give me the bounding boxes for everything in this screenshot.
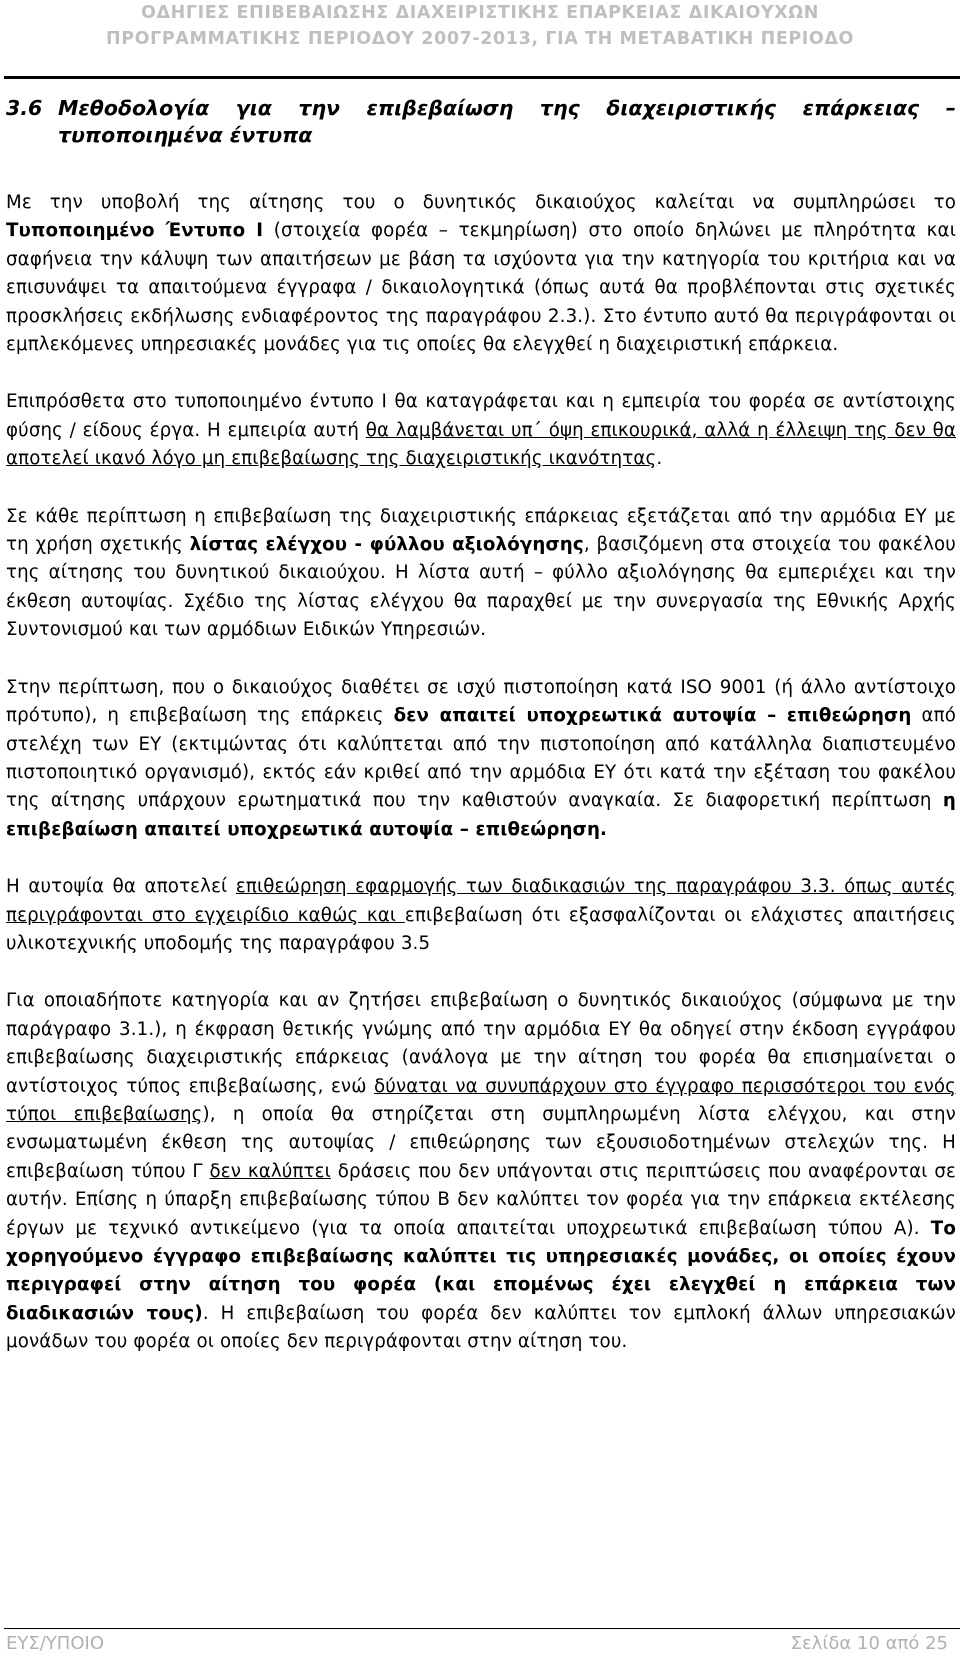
footer-organization: ΕΥΣ/ΥΠΟΙΟ (6, 1633, 104, 1654)
p6-text-4: . Η επιβεβαίωση του φορέα δεν καλύπτει τον εμπλοκή άλλων υπηρεσιακών μονάδων του φορέα οι οποίες δεν περιγράφονται στην αίτηση του. (6, 1302, 956, 1353)
header-title-line-2: ΠΡΟΓΡΑΜΜΑΤΙΚΗΣ ΠΕΡΙΟΔΟΥ 2007-2013, ΓΙΑ ΤΗ ΜΕΤΑΒΑΤΙΚΗ ΠΕΡΙΟΔΟ (105, 29, 855, 49)
p4-bold-2: η επιβεβαίωση απαιτεί υποχρεωτικά αυτοψία – επιθεώρηση. (6, 790, 956, 840)
section-heading (6, 95, 956, 149)
p2-text-1: Επιπρόσθετα στο τυποποιημένο έντυπο Ι θα καταγράφεται και η εμπειρία του φορέα σε αντίστοιχης φύσης / είδους έργα. Η εμπειρία αυτή (6, 391, 956, 441)
p5-text-1: Η αυτοψία θα αποτελεί (6, 876, 236, 898)
p3-text-2: , βασιζόμενη στα στοιχεία του φακέλου της αίτησης του δυνητικού δικαιούχου. Η λίστα αυτή – φύλλο αξιολόγησης θα εμπεριέχει και την έκθεση αυτοψίας. Σχέδιο της λίστας ελέγχου θα παραχθεί με την συνεργασία της Εθνικής Αρχής Συντονισμού και των αρμόδιων Ειδικών Υπηρεσιών. (6, 534, 956, 641)
paragraph-1 (6, 189, 956, 359)
paragraph-6 (6, 987, 956, 1356)
p5-underline-1: επιθεώρηση εφαρμογής των διαδικασιών της παραγράφου 3.3. όπως αυτές περιγράφονται στο εγχειρίδιο καθώς και (6, 876, 956, 926)
p3-bold-1: λίστας ελέγχου - φύλλου αξιολόγησης (189, 534, 584, 556)
page-header (0, 0, 960, 72)
p6-bold-1: Το χορηγούμενο έγγραφο επιβεβαίωσης καλύπτει τις υπηρεσιακές μονάδες, οι οποίες έχουν περιγραφεί στην αίτηση του φορέα (και επομένως έχει ελεγχθεί η επάρκεια των διαδικασιών τους) (6, 1217, 956, 1324)
p4-text-1: Στην περίπτωση, που ο δικαιούχος διαθέτει σε ισχύ πιστοποίηση κατά ISO 9001 (ή άλλο αντίστοιχο πρότυπο), η επιβεβαίωση της επάρκεις (6, 676, 956, 727)
p6-text-1: Για οποιαδήποτε κατηγορία και αν ζητήσει επιβεβαίωση ο δυνητικός δικαιούχος (σύμφωνα με την παράγραφο 3.1.), η έκφραση θετικής γνώμης από την αρμόδια ΕΥ θα οδηγεί στην έκδοση εγγράφου επιβεβαίωσης διαχειριστικής επάρκειας (ανάλογα με την αίτηση του φορέα θα επισημαίνεται ο αντίστοιχος τύπος επιβεβαίωσης, ενώ (6, 990, 956, 1097)
header-rule (4, 76, 960, 79)
p1-bold-1: Τυποποιημένο Έντυπο Ι (6, 220, 264, 242)
p2-underline-1: θα λαμβάνεται υπ΄ όψη επικουρικά, αλλά η έλλειψη της δεν θα αποτελεί ικανό λόγο μη επιβεβαίωσης της διαχειριστικής ικανότητας (6, 419, 956, 470)
footer-rule (4, 1628, 960, 1629)
section-number: 3.6 (6, 96, 43, 120)
p6-underline-2: δεν καλύπτει (209, 1160, 331, 1182)
paragraph-2 (6, 388, 956, 473)
paragraph-4 (6, 674, 956, 844)
p1-text-1: Με την υποβολή της αίτησης του ο δυνητικός δικαιούχος καλείται να συμπληρώσει το (6, 192, 956, 213)
p6-underline-1: δύναται να συνυπάρχουν στο έγγραφο περισσότεροι του ενός τύποι επιβεβαίωσης (6, 1075, 956, 1125)
p2-text-2: . (656, 448, 663, 470)
p3-text-1: Σε κάθε περίπτωση η επιβεβαίωση της διαχειριστικής επάρκειας εξετάζεται από την αρμόδια ΕΥ με τη χρήση σχετικής (6, 505, 956, 556)
p4-bold-1: δεν απαιτεί υποχρεωτικά αυτοψία – επιθεώρηση (393, 705, 912, 727)
page-footer (0, 1620, 960, 1659)
document-body (6, 95, 956, 1386)
section-title: Μεθοδολογία για την επιβεβαίωση της διαχειριστικής επάρκειας – τυποποιημένα έντυπα (58, 96, 956, 147)
p4-text-2: από στελέχη των ΕΥ (εκτιμώντας ότι καλύπτεται από την πιστοποίηση από κατάλληλα διαπιστευμένο πιστοποιητικό οργανισμό), εκτός εάν κριθεί από την αρμόδια ΕΥ ότι κατά την εξέταση του φακέλου της αίτησης υπάρχουν ερωτηματικά που την καθιστούν αναγκαία. Σε διαφορετική περίπτωση (6, 705, 956, 812)
paragraph-5 (6, 873, 956, 958)
footer-page-number: Σελίδα 10 από 25 (790, 1633, 948, 1654)
header-title-line-1: ΟΔΗΓΙΕΣ ΕΠΙΒΕΒΑΙΩΣΗΣ ΔΙΑΧΕΙΡΙΣΤΙΚΗΣ ΕΠΑΡΚΕΙΑΣ ΔΙΚΑΙΟΥΧΩΝ (140, 3, 820, 23)
paragraph-3 (6, 503, 956, 645)
p5-text-2: επιβεβαίωση ότι εξασφαλίζονται οι ελάχιστες απαιτήσεις υλικοτεχνικής υποδομής της παραγράφου 3.5 (6, 904, 956, 954)
p6-text-3: δράσεις που δεν υπάγονται στις περιπτώσεις που αναφέρονται σε αυτήν. Επίσης η ύπαρξη επιβεβαίωσης τύπου Β δεν καλύπτει τον φορέα για την επάρκεια εκτέλεσης έργων με τεχνικό αντικείμενο (για τα οποία απαιτείται υποχρεωτικά επιβεβαίωση τύπου Α). (6, 1160, 956, 1239)
p6-text-2: ), η οποία θα στηρίζεται στη συμπληρωμένη λίστα ελέγχου, και στην ενσωματωμένη έκθεση της αυτοψίας / επιθεώρησης των εξουσιοδοτημένων στελεχών της. Η επιβεβαίωση τύπου Γ (6, 1103, 956, 1182)
p1-text-2: (στοιχεία φορέα – τεκμηρίωση) στο οποίο δηλώνει με πληρότητα και σαφήνεια την κάλυψη των απαιτήσεων με βάση τα ισχύοντα για την κατηγορία του κριτήρια και να επισυνάψει τα απαιτούμενα έγγραφα / δικαιολογητικά (όπως αυτά θα προβλέπονται στις σχετικές προσκλήσεις εκδήλωσης ενδιαφέροντος της παραγράφου 2.3.). Στο έντυπο αυτό θα περιγράφονται οι εμπλεκόμενες υπηρεσιακές μονάδες για τις οποίες θα ελεγχθεί η διαχειριστική επάρκεια. (6, 220, 956, 356)
